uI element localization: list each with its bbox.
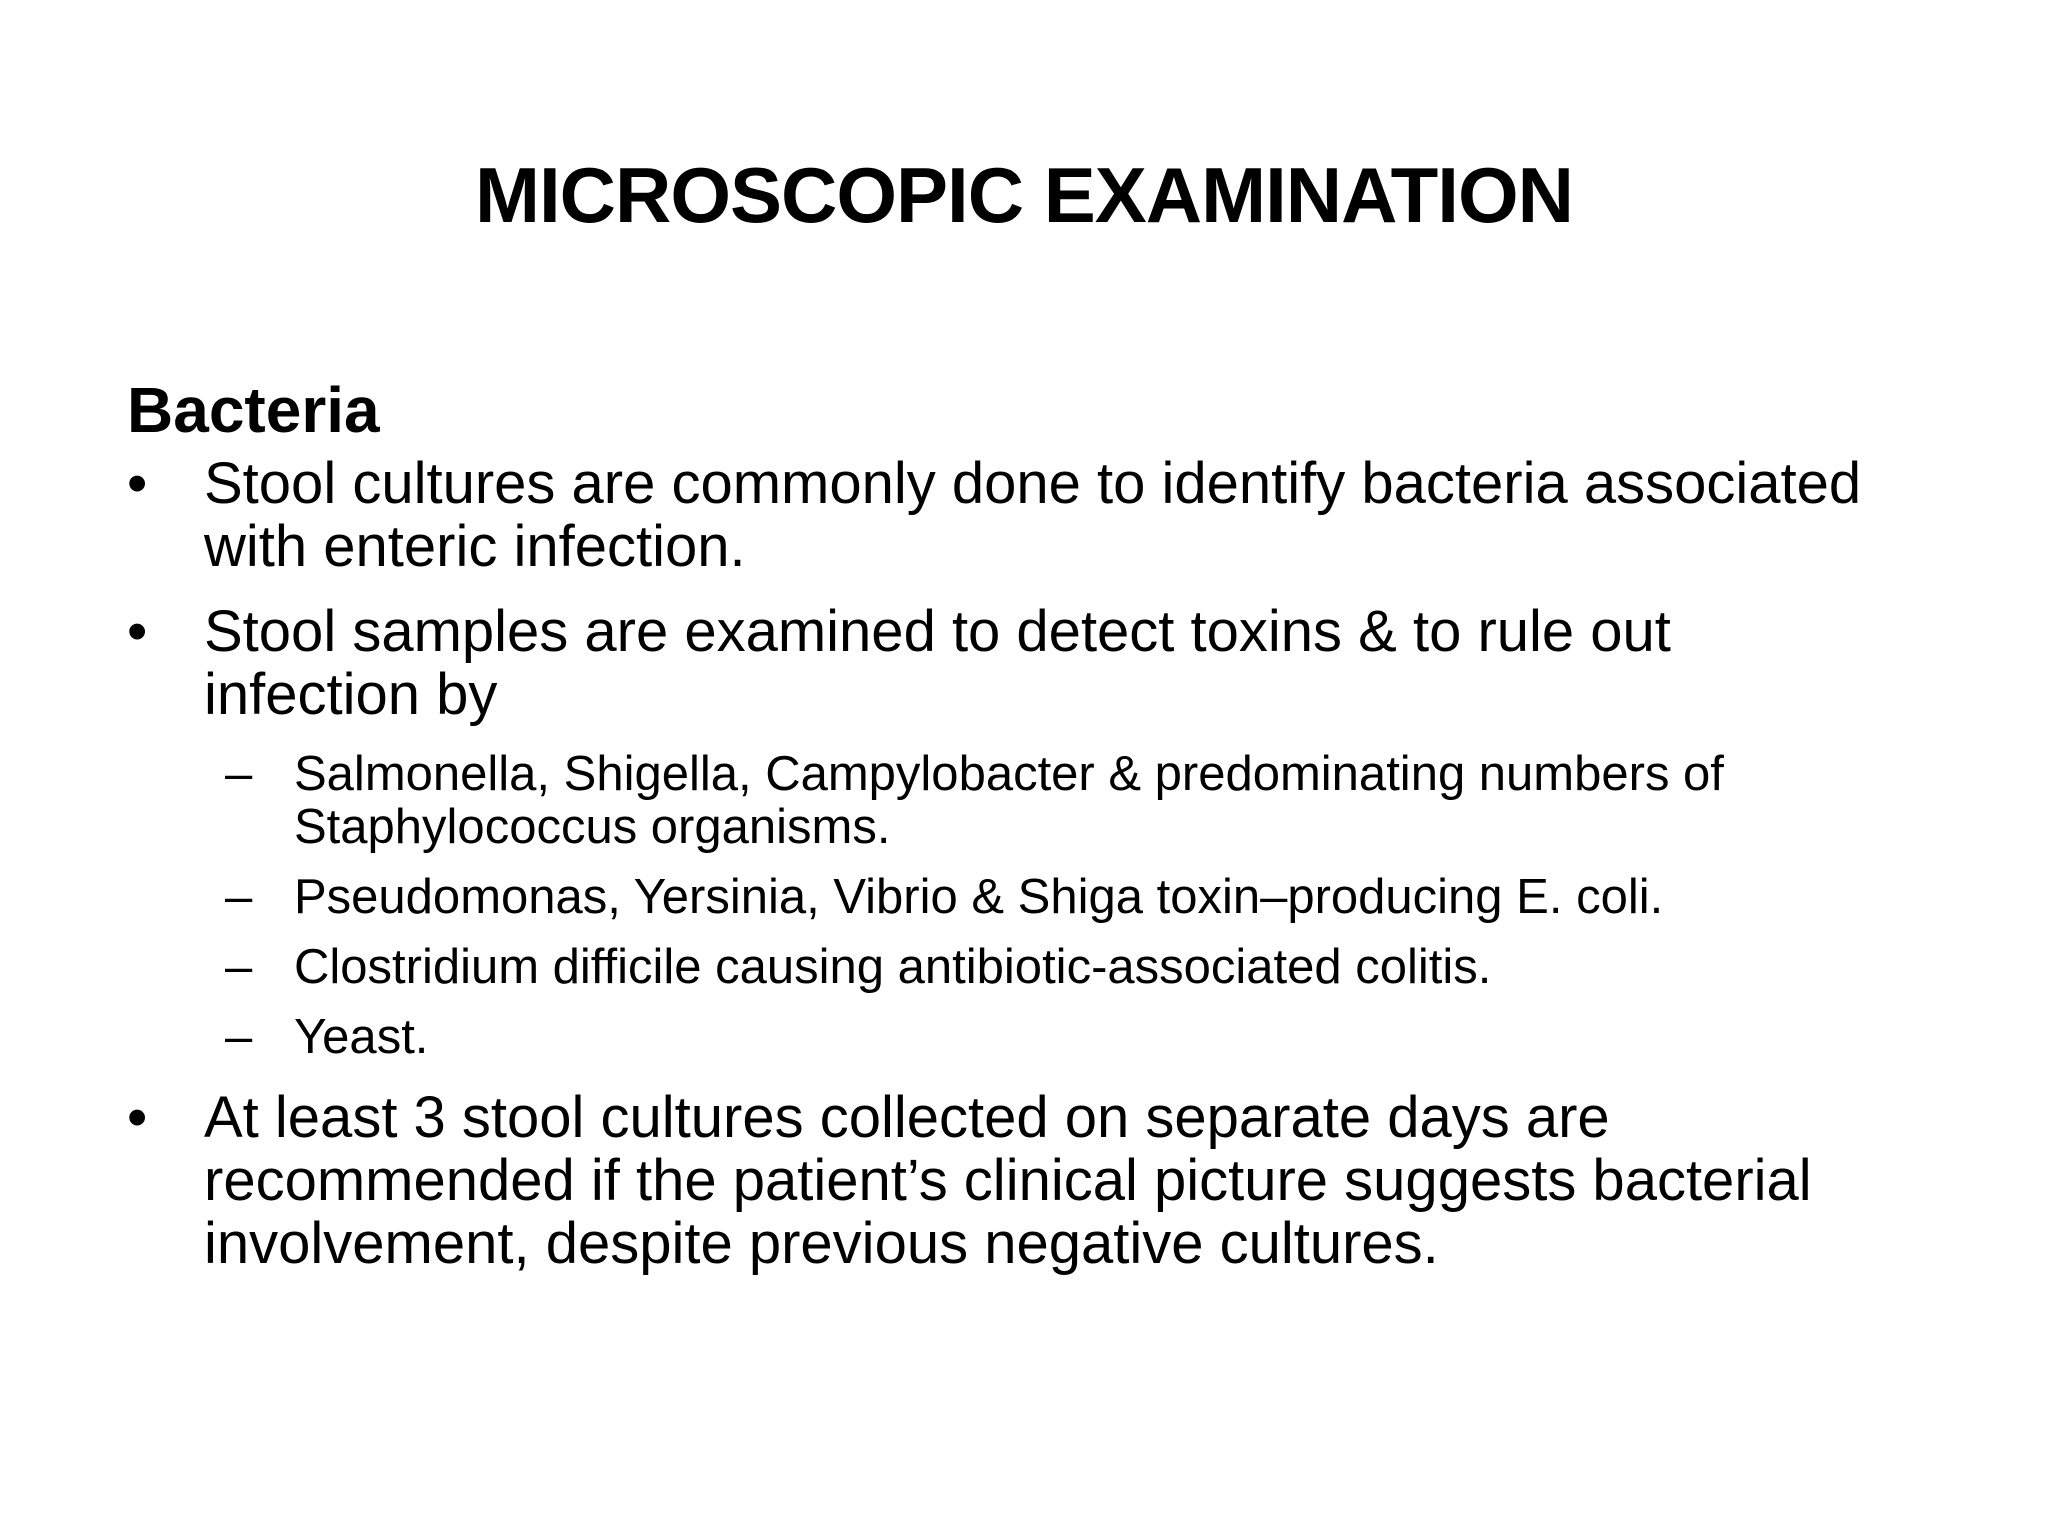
bullet-text: At least 3 stool cultures collected on separate days are recommended if the patient’s clinical picture suggests bacterial involvement, despite previous negative cultures.	[204, 1085, 1812, 1276]
bullet-item	[127, 600, 1887, 726]
bullet-icon: •	[127, 599, 148, 664]
sub-list	[127, 748, 1887, 1064]
sub-list-item	[127, 871, 1887, 924]
dash-icon: –	[225, 747, 253, 801]
bullet-icon: •	[127, 451, 148, 516]
sub-list-item	[127, 748, 1887, 854]
bullet-item	[127, 452, 1887, 578]
dash-icon: –	[225, 940, 253, 994]
sub-item-text: Clostridium difficile causing antibiotic-associated colitis.	[294, 940, 1492, 994]
bullet-text: Stool samples are examined to detect toxins & to rule out infection by	[204, 599, 1671, 727]
dash-icon: –	[225, 1010, 253, 1064]
bullet-item	[127, 1086, 1887, 1275]
slide-content	[127, 370, 1887, 1297]
bullet-text: Stool cultures are commonly done to identify bacteria associated with enteric infection.	[204, 451, 1862, 579]
sub-item-text: Yeast.	[294, 1010, 429, 1064]
section-heading: Bacteria	[127, 374, 380, 446]
slide-title: MICROSCOPIC EXAMINATION	[475, 151, 1573, 239]
sub-item-text: Pseudomonas, Yersinia, Vibrio & Shiga toxin–producing E. coli.	[294, 870, 1664, 924]
sub-list-item	[127, 1011, 1887, 1064]
dash-icon: –	[225, 870, 253, 924]
sub-item-text: Salmonella, Shigella, Campylobacter & predominating numbers of Staphylococcus organisms.	[294, 747, 1724, 854]
bullet-icon: •	[127, 1085, 148, 1150]
sub-list-item	[127, 941, 1887, 994]
